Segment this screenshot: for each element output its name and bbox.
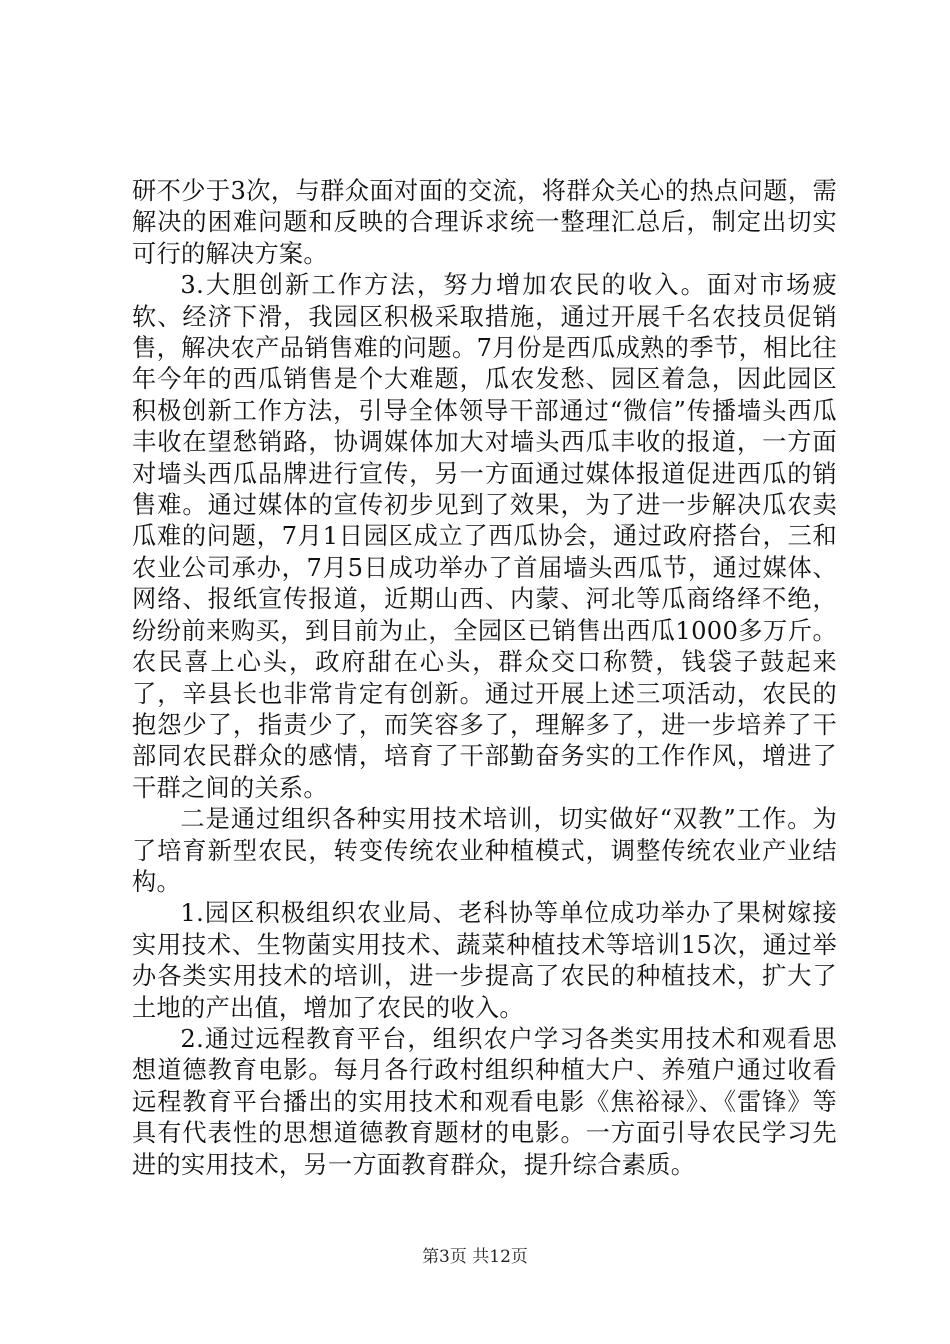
paragraph-innovation: 3.大胆创新工作方法，努力增加农民的收入。面对市场疲软、经济下滑，我园区积极采取措施，通过开展千名农技员促销售，解决农产品销售难的问题。7月份是西瓜成熟的季节，相比往年今年的西瓜销售是个大难题，瓜农发愁、园区着急，因此园区积极创新工作方法，引导全体领导干部通过“微信”传播墙头西瓜丰收在望愁销路，协调媒体加大对墙头西瓜丰收的报道，一方面对墙头西瓜品牌进行宣传，另一方面通过媒体报道促进西瓜的销售难。通过媒体的宣传初步见到了效果，为了进一步解决瓜农卖瓜难的问题，7月1日园区成立了西瓜协会，通过政府搭台，三和农业公司承办，7月5日成功举办了首届墙头西瓜节，通过媒体、网络、报纸宣传报道，近期山西、内蒙、河北等瓜商络绎不绝，纷纷前来购买，到目前为止，全园区已销售出西瓜1000多万斤。农民喜上心头，政府甜在心头，群众交口称赞，钱袋子鼓起来了，辛县长也非常肯定有创新。通过开展上述三项活动，农民的抱怨少了，指责少了，而笑容多了，理解多了，进一步培养了干部同农民群众的感情，培育了干部勤奋务实的工作作风，增进了干群之间的关系。 xyxy=(132,271,837,802)
document-body xyxy=(132,176,837,1181)
paragraph-continuation: 研不少于3次，与群众面对面的交流，将群众关心的热点问题，需解决的困难问题和反映的合理诉求统一整理汇总后，制定出切实可行的解决方案。 xyxy=(132,177,837,268)
paragraph-training: 二是通过组织各种实用技术培训，切实做好“双教”工作。为了培育新型农民，转变传统农业种植模式，调整传统农业产业结构。 xyxy=(132,805,837,896)
paragraph-training-item-1: 1.园区积极组织农业局、老科协等单位成功举办了果树嫁接实用技术、生物菌实用技术、蔬菜种植技术等培训15次，通过举办各类实用技术的培训，进一步提高了农民的种植技术，扩大了土地的产出值，增加了农民的收入。 xyxy=(132,899,837,1022)
page-number-footer: 第3页 共12页 xyxy=(422,1247,528,1267)
paragraph-training-item-2: 2.通过远程教育平台，组织农户学习各类实用技术和观看思想道德教育电影。每月各行政村组织种植大户、养殖户通过收看远程教育平台播出的实用技术和观看电影《焦裕禄》、《雷锋》等具有代表性的思想道德教育题材的电影。一方面引导农民学习先进的实用技术，另一方面教育群众，提升综合素质。 xyxy=(132,1024,837,1179)
